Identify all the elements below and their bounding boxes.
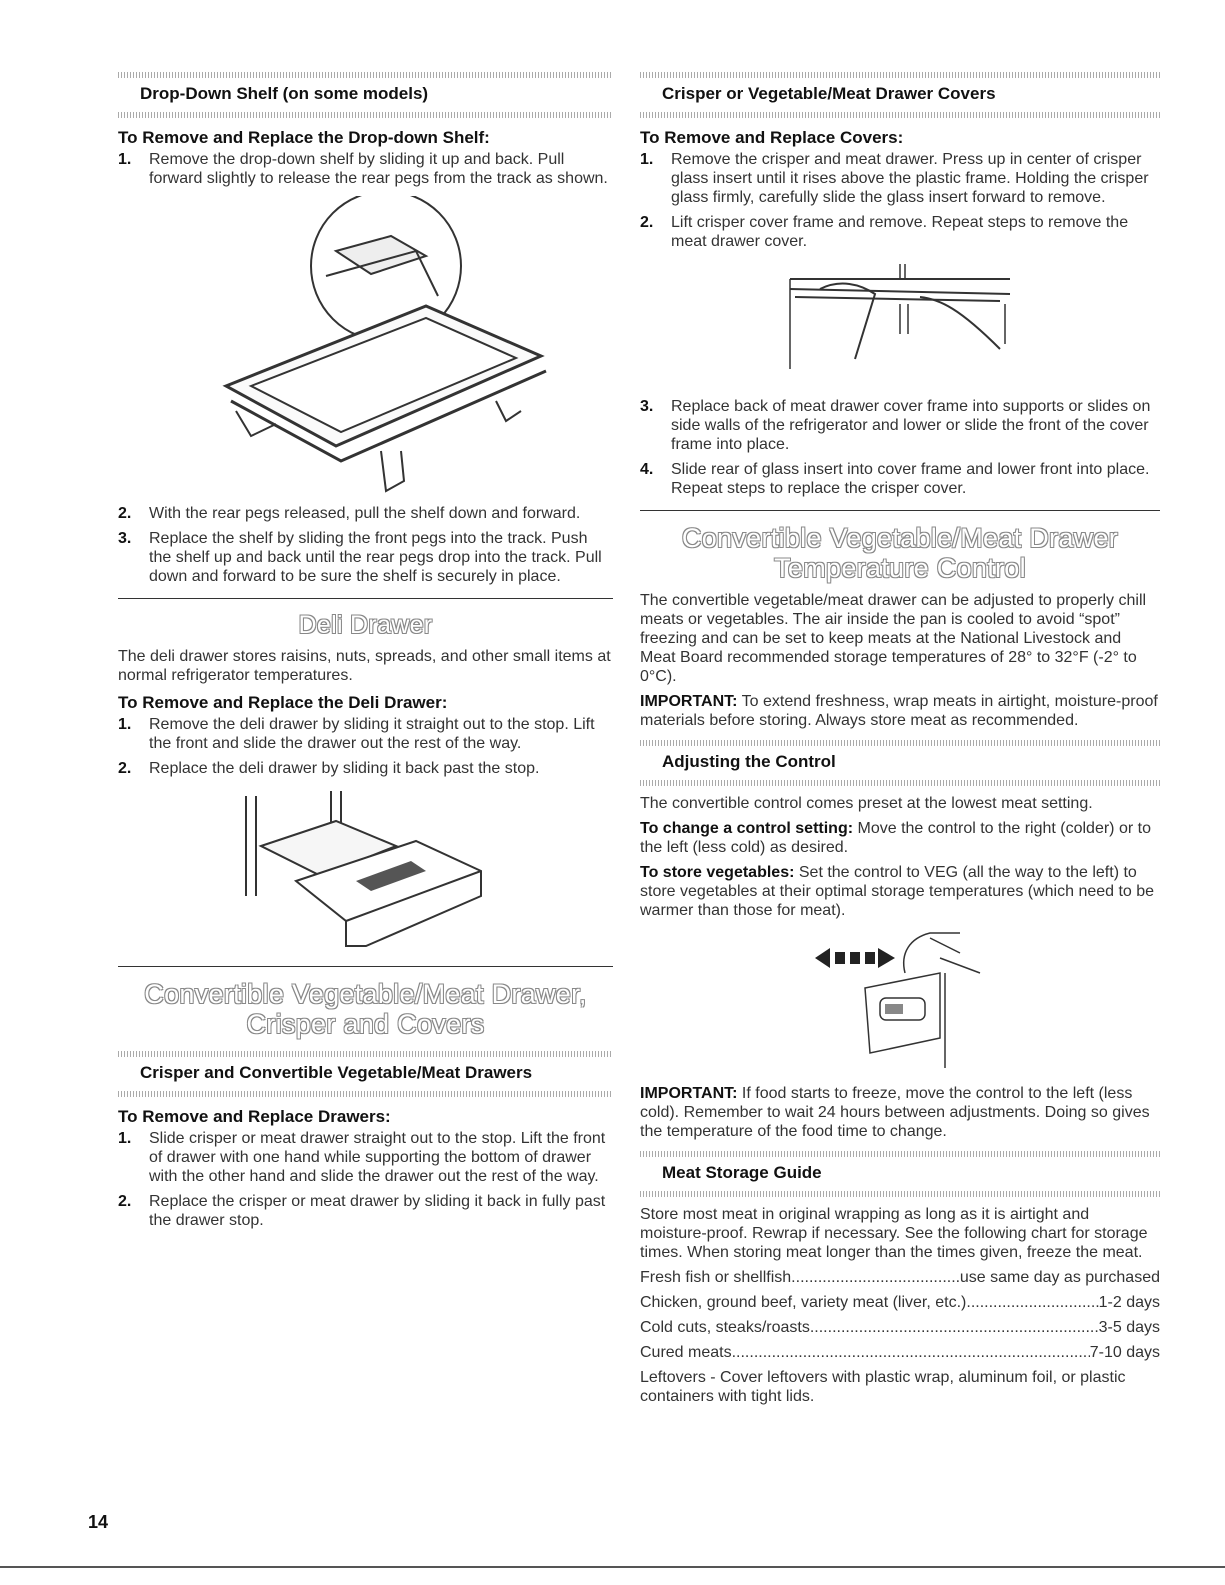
section-divider [118, 966, 613, 967]
convertible-drawer-title [118, 979, 613, 1039]
crisper-steps [118, 1129, 613, 1230]
meat-storage-header: Meat Storage Guide [640, 1147, 1160, 1199]
dropdown-shelf-header: Drop-Down Shelf (on some models) [118, 68, 613, 120]
step-item: 3. Replace back of meat drawer cover frame into supports or slides on side walls of the refrigerator and lower or slide the front of the cover frame into place. [640, 398, 1151, 453]
covers-procedure-title: To Remove and Replace Covers: [640, 128, 904, 147]
deli-drawer-illustration [118, 786, 613, 956]
step-item: 4. Slide rear of glass insert into cover frame and lower front into place. Repeat steps to replace the crisper cover. [640, 461, 1150, 497]
dropdown-shelf-illustration [118, 196, 613, 496]
page-number: 14 [88, 1512, 109, 1532]
temperature-control-illustration [640, 928, 1160, 1076]
step-item: 1. Remove the deli drawer by sliding it straight out to the stop. Lift the front and slide the drawer out the rest of the way. [118, 716, 595, 752]
guide-row: Chicken, ground beef, variety meat (liver, etc.) ..... 1-2 days [640, 1293, 1160, 1312]
leftovers-note: Leftovers - Cover leftovers with plastic wrap, aluminum foil, or plastic containers with tight lids. [640, 1369, 1126, 1405]
important-note-2: IMPORTANT: If food starts to freeze, move the control to the left (less cold). Remember to wait 24 hours between adjustments. Doing so gives the temperature of the food time to change. [640, 1085, 1150, 1140]
drawer-covers-header: Crisper or Vegetable/Meat Drawer Covers [640, 68, 1160, 120]
step-item: 1. Slide crisper or meat drawer straight out to the stop. Lift the front of drawer with one hand while supporting the bottom of drawer with the other hand and slide the drawer out the rest of the way. [118, 1130, 606, 1185]
covers-steps-b [640, 397, 1160, 498]
deli-drawer-title: Deli Drawer [298, 611, 433, 639]
section-divider [640, 510, 1160, 511]
crisper-procedure-title: To Remove and Replace Drawers: [118, 1107, 391, 1126]
drawer-cover-illustration [640, 259, 1160, 389]
temp-title-line-1: Convertible Vegetable/Meat Drawer [681, 523, 1119, 553]
important-note-1: IMPORTANT: To extend freshness, wrap meats in airtight, moisture-proof materials before storing. Always store meat as recommended. [640, 693, 1158, 729]
adjust-preset: The convertible control comes preset at the lowest meat setting. [640, 795, 1093, 812]
guide-row: Cured meats ..... 7-10 days [640, 1343, 1160, 1362]
step-item: 3. Replace the shelf by sliding the front pegs into the track. Push the shelf up and back until the rear pegs drop into the track. Pull down and forward to be sure the shelf is securely in place. [118, 530, 602, 585]
adjust-store-vegetables: To store vegetables: Set the control to VEG (all the way to the left) to store vegetables at their optimal storage temperatures (which need to be warmer than those for meat). [640, 864, 1155, 919]
convertible-title-line-2: Crisper and Covers [246, 1009, 485, 1039]
guide-row: Fresh fish or shellfish ..... use same day as purchased [640, 1268, 1160, 1287]
right-column [640, 68, 1160, 1412]
temp-title-line-2: Temperature Control [774, 553, 1026, 583]
meat-storage-guide [640, 1268, 1160, 1362]
left-column [118, 68, 613, 1236]
dropdown-steps-a [118, 150, 613, 188]
dropdown-procedure-title: To Remove and Replace the Drop-down Shelf: [118, 128, 490, 147]
step-item: 2. With the rear pegs released, pull the shelf down and forward. [118, 505, 581, 522]
step-item: 1. Remove the crisper and meat drawer. Press up in center of crisper glass insert until it rises above the plastic frame. Holding the crisper glass firmly, carefully slide the glass insert forward to remove. [640, 151, 1149, 206]
meat-intro: Store most meat in original wrapping as long as it is airtight and moisture-proof. Rewrap if necessary. See the following chart for storage times. When storing meat longer than the times given, freeze the meat. [640, 1206, 1148, 1261]
adjusting-control-header: Adjusting the Control [640, 736, 1160, 788]
step-item: 2. Replace the crisper or meat drawer by sliding it back in fully past the drawer stop. [118, 1193, 606, 1229]
crisper-drawers-header: Crisper and Convertible Vegetable/Meat Drawers [118, 1047, 613, 1099]
temperature-control-title [640, 523, 1160, 583]
convertible-title-line-1: Convertible Vegetable/Meat Drawer, [144, 979, 587, 1009]
covers-steps-a [640, 150, 1160, 251]
deli-procedure-title: To Remove and Replace the Deli Drawer: [118, 693, 448, 712]
section-divider [118, 598, 613, 599]
step-item: 2. Replace the deli drawer by sliding it back past the stop. [118, 760, 540, 777]
step-item: 2. Lift crisper cover frame and remove. Repeat steps to remove the meat drawer cover. [640, 214, 1129, 250]
dropdown-steps-b [118, 504, 613, 586]
deli-intro: The deli drawer stores raisins, nuts, spreads, and other small items at normal refrigerator temperatures. [118, 648, 611, 684]
adjust-change-setting: To change a control setting: Move the control to the right (colder) or to the left (less cold) as desired. [640, 820, 1151, 856]
guide-row: Cold cuts, steaks/roasts ..... 3-5 days [640, 1318, 1160, 1337]
temp-intro: The convertible vegetable/meat drawer can be adjusted to properly chill meats or vegetables. The air inside the pan is cooled to avoid “spot” freezing and can be set to keep meats at the National Livestock and Meat Board recommended storage temperatures of 28° to 32°F (-2° to 0°C). [640, 592, 1147, 685]
bottom-rule [0, 1566, 1225, 1568]
deli-steps [118, 715, 613, 778]
step-item: 1. Remove the drop-down shelf by sliding it up and back. Pull forward slightly to release the rear pegs from the track as shown. [118, 151, 608, 187]
